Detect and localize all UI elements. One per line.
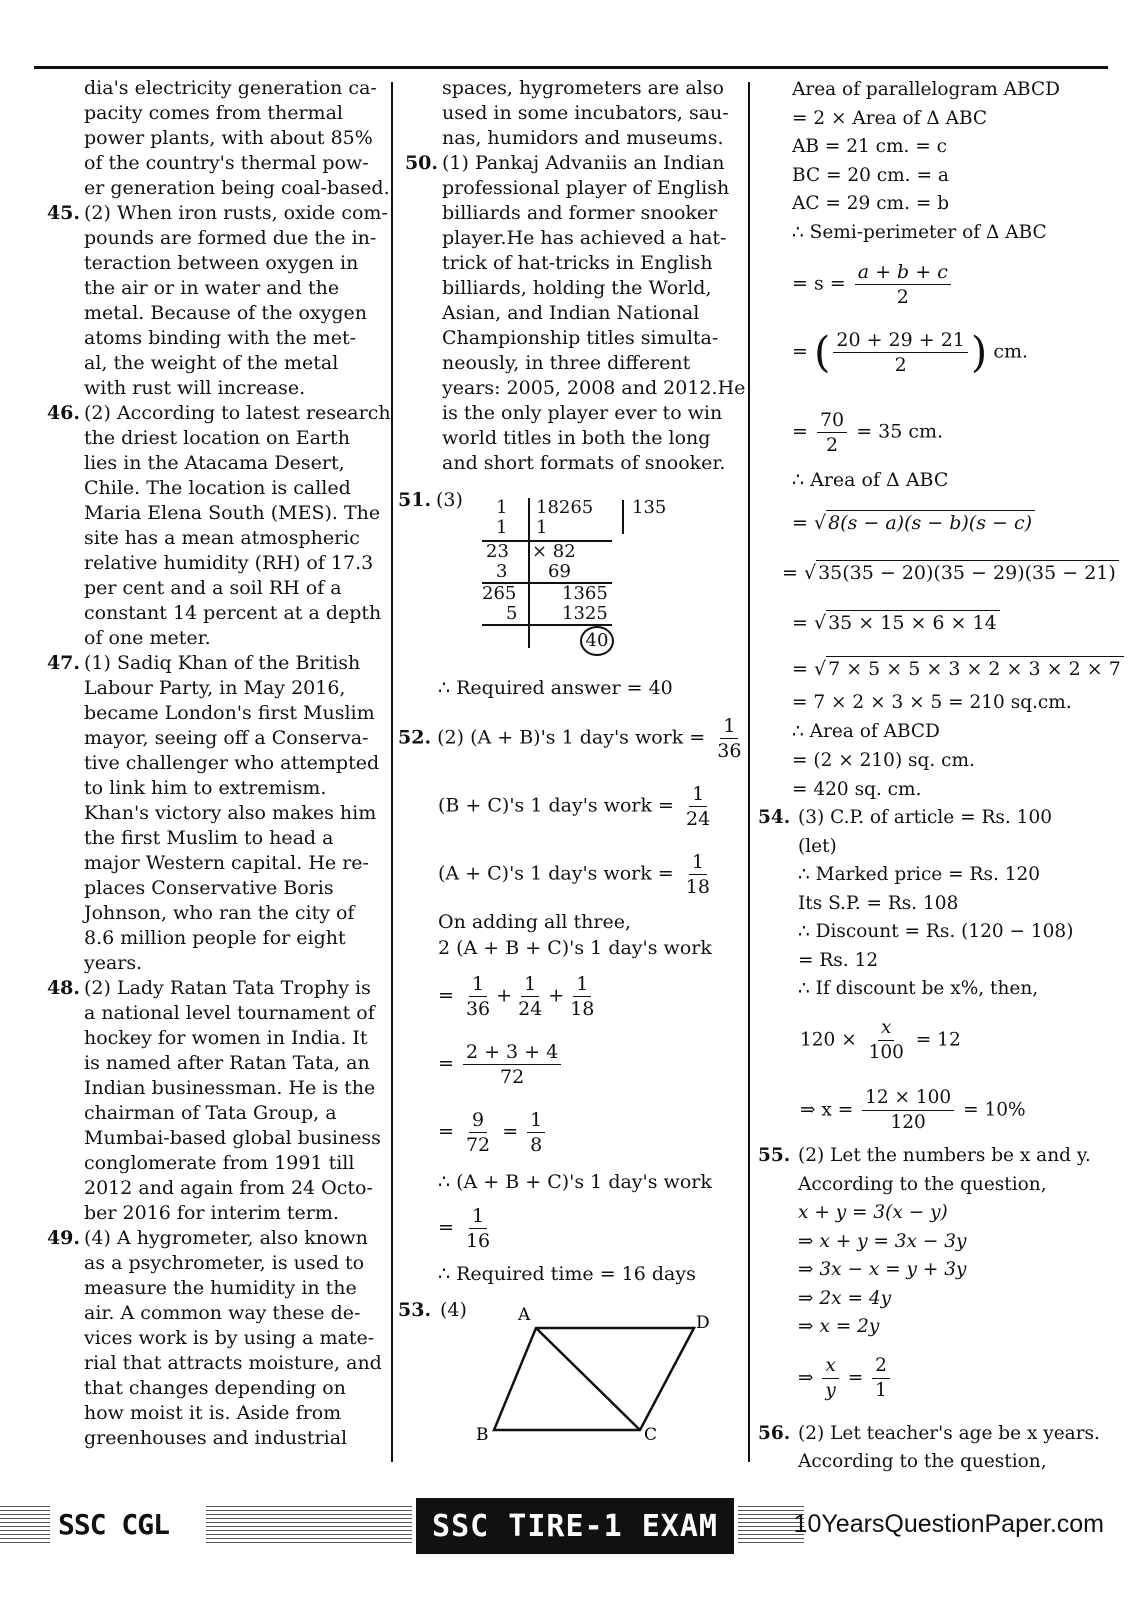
- equals-sign: =: [792, 658, 808, 680]
- division-digit: 18265: [536, 497, 594, 518]
- numerator: 2: [872, 1354, 890, 1379]
- text-line: = (2 × 210) sq. cm.: [792, 750, 975, 771]
- discount-equation: [800, 1016, 961, 1065]
- text-line: the driest location on Earth: [84, 427, 350, 449]
- text-line: = 2 × Area of Δ ABC: [792, 107, 988, 129]
- text-line: with rust will increase.: [84, 377, 306, 399]
- answer-circle: 40: [580, 626, 614, 656]
- text-line: player.He has achieved a hat-: [442, 227, 727, 249]
- equals-sign: =: [792, 420, 808, 443]
- text-line: world titles in both the long: [442, 427, 711, 449]
- root-expression: 35(35 − 20)(35 − 29)(35 − 21): [816, 560, 1119, 585]
- page-footer: [0, 1494, 1138, 1554]
- division-digit: 69: [548, 561, 571, 582]
- question-number: 53.: [398, 1299, 432, 1321]
- text-line: constant 14 percent at a depth: [84, 602, 382, 624]
- equals-sign: =: [782, 562, 798, 584]
- answer-47: [40, 651, 385, 976]
- text-line: conglomerate from 1991 till: [84, 1152, 355, 1174]
- option-label: (4): [440, 1299, 467, 1321]
- root-expression: 35 × 15 × 6 × 14: [826, 610, 1000, 635]
- vertex-label-b: B: [476, 1425, 489, 1445]
- equation-text: ⇒ x =: [800, 1099, 854, 1121]
- division-digit: 1: [496, 497, 508, 518]
- discount-result: [800, 1086, 1026, 1135]
- footer-stripes: [0, 1506, 50, 1546]
- plus-sign: +: [548, 984, 565, 1007]
- text-line: rial that attracts moisture, and: [84, 1352, 382, 1374]
- question-number: 52.: [398, 726, 432, 749]
- numerator: 1: [689, 782, 707, 807]
- text-line: ∴ Discount = Rs. (120 − 108): [798, 921, 1074, 942]
- text-line: relative humidity (RH) of 17.3: [84, 552, 374, 574]
- column-3: [758, 76, 1121, 1486]
- text-line: measure the humidity in the: [84, 1277, 357, 1299]
- fraction: [683, 850, 713, 899]
- text-line: Asian, and Indian National: [442, 302, 700, 324]
- text-line: per cent and a soil RH of a: [84, 577, 342, 599]
- fraction: [463, 972, 493, 1021]
- answer-51: [398, 488, 743, 699]
- text-line: how moist it is. Aside from: [84, 1402, 342, 1424]
- fraction: [463, 1204, 493, 1253]
- text-line: ∴ If discount be x%, then,: [798, 978, 1039, 999]
- fraction: [822, 1354, 838, 1403]
- numerator: 9: [469, 1108, 487, 1133]
- question-number: 49.: [46, 1227, 80, 1249]
- fraction: [463, 1108, 493, 1157]
- numerator: 1: [527, 1108, 545, 1133]
- text-line: tive challenger who attempted: [84, 752, 380, 774]
- parallelogram-abcd: [494, 1328, 694, 1430]
- question-number: 56.: [758, 1423, 791, 1444]
- text-line: site has a mean atmospheric: [84, 527, 360, 549]
- work-text: (B + C)'s 1 day's work =: [438, 794, 674, 817]
- work-text: (A + B)'s 1 day's work =: [470, 726, 706, 749]
- numerator: 2 + 3 + 4: [463, 1040, 561, 1065]
- equals-sign: =: [792, 512, 808, 534]
- column-divider: [391, 82, 393, 1462]
- q49-continuation: [398, 76, 743, 151]
- division-digit: × 82: [532, 541, 576, 562]
- text-line: = Rs. 12: [798, 949, 879, 971]
- division-digit: 5: [506, 603, 518, 624]
- result-text: = 35 cm.: [856, 420, 944, 443]
- sum-line: [438, 1040, 564, 1089]
- fraction: [872, 1354, 890, 1403]
- heron-line: = √ 35(35 − 20)(35 − 29)(35 − 21): [782, 560, 1119, 586]
- text-line: = 7 × 2 × 3 × 5 = 210 sq.cm.: [792, 692, 1072, 713]
- footer-exam-badge: SSC TIRE-1 EXAM: [416, 1498, 734, 1554]
- text-line: places Conservative Boris: [84, 877, 334, 899]
- fraction: [855, 260, 951, 309]
- question-number: 51.: [398, 489, 432, 511]
- sum-line: [438, 1108, 548, 1157]
- q53-working: [792, 76, 1060, 247]
- equals-sign: =: [438, 1052, 454, 1075]
- denominator: 2: [894, 354, 907, 376]
- numerator: 1: [469, 972, 487, 997]
- vertex-label-d: D: [696, 1313, 710, 1333]
- text-line: 2012 and again from 24 Octo-: [84, 1177, 373, 1199]
- denominator: 2: [826, 434, 839, 456]
- text-line: used in some incubators, sau-: [442, 102, 729, 124]
- fraction: [866, 1016, 907, 1065]
- text-line: ⇒ 3x − x = y + 3y: [798, 1259, 967, 1280]
- text-line: atoms binding with the met-: [84, 327, 357, 349]
- text-line: Chile. The location is called: [84, 477, 351, 499]
- fraction: [714, 714, 744, 763]
- denominator: 36: [465, 998, 491, 1020]
- text-line: air. A common way these de-: [84, 1302, 361, 1324]
- text-line: Indian businessman. He is the: [84, 1077, 376, 1099]
- ratio-line: [798, 1354, 893, 1403]
- numerator: 1: [689, 850, 707, 875]
- division-digit: 3: [496, 561, 508, 582]
- numerator: 1: [720, 714, 738, 739]
- text-line: of one meter.: [84, 627, 211, 649]
- equals-sign: =: [847, 1367, 864, 1389]
- question-number: 45.: [46, 202, 80, 224]
- text-line: power plants, with about 85%: [84, 127, 373, 149]
- numerator: 70: [817, 408, 847, 433]
- plus-sign: +: [496, 984, 513, 1007]
- work-text: On adding all three,: [438, 911, 632, 933]
- text-line: 8.6 million people for eight: [84, 927, 346, 949]
- fraction: [527, 1108, 545, 1157]
- equals-sign: =: [792, 340, 808, 363]
- answer-50: [398, 151, 746, 476]
- text-line: ∴ Marked price = Rs. 120: [798, 864, 1041, 885]
- denominator: 8: [530, 1134, 543, 1156]
- root-expression: 8(s − a)(s − b)(s − c): [826, 510, 1035, 535]
- division-digit: 1325: [562, 603, 608, 624]
- denominator: 24: [518, 998, 543, 1020]
- fraction: [567, 972, 597, 1021]
- heron-line: = √ 8(s − a)(s − b)(s − c): [792, 510, 1035, 536]
- result-line: ∴ Required answer = 40: [438, 677, 673, 699]
- denominator: 36: [717, 740, 742, 762]
- q44-continuation: [40, 76, 390, 201]
- text-line: is the only player ever to win: [442, 402, 723, 424]
- denominator: y: [825, 1380, 836, 1401]
- text-line: Maria Elena South (MES). The: [84, 502, 381, 524]
- question-number: 55.: [758, 1145, 791, 1166]
- denominator: 72: [465, 1134, 491, 1156]
- text-line: vices work is by using a mate-: [84, 1327, 375, 1349]
- top-rule: [34, 66, 1108, 69]
- equals-sign: =: [438, 1216, 454, 1239]
- text-line: nas, humidors and museums.: [442, 127, 724, 149]
- text-line: According to the question,: [798, 1451, 1047, 1472]
- division-line: [482, 624, 612, 626]
- text-line: (1) Sadiq Khan of the British: [84, 652, 361, 674]
- text-line: the first Muslim to head a: [84, 827, 334, 849]
- vertex-label-c: C: [644, 1425, 658, 1445]
- option-label: (2): [437, 726, 465, 749]
- text-line: (3) C.P. of article = Rs. 100: [798, 807, 1052, 828]
- text-line: of the country's thermal pow-: [84, 152, 369, 174]
- text-line: professional player of English: [442, 177, 730, 199]
- text-line: ∴ Area of ABCD: [792, 721, 940, 742]
- text-line: Johnson, who ran the city of: [84, 902, 355, 924]
- text-line: Mumbai-based global business: [84, 1127, 381, 1149]
- text-line: a national level tournament of: [84, 1002, 375, 1024]
- numerator: 1: [521, 972, 539, 997]
- text-line: became London's first Muslim: [84, 702, 375, 724]
- semi-perimeter-value: [792, 328, 1028, 377]
- text-line: (2) According to latest research: [84, 402, 391, 424]
- denominator: 1: [875, 1380, 887, 1401]
- text-line: AB = 21 cm. = c: [792, 136, 948, 157]
- text-line: years: 2005, 2008 and 2012.He: [442, 377, 746, 399]
- equals-sign: =: [438, 1120, 454, 1143]
- numerator: 1: [469, 1204, 487, 1229]
- fraction: [817, 408, 847, 457]
- text-line: Area of parallelogram ABCD: [792, 79, 1060, 100]
- division-line: [528, 498, 530, 648]
- division-line: [482, 540, 612, 542]
- text-line: and short formats of snooker.: [442, 452, 726, 474]
- column-1: [40, 76, 391, 1451]
- text-line: ⇒ x = 2y: [798, 1316, 880, 1337]
- text-block: [84, 76, 390, 201]
- fraction: [683, 782, 713, 831]
- denominator: 100: [868, 1042, 904, 1063]
- division-digit: 1: [496, 517, 508, 538]
- implies-sign: ⇒: [798, 1367, 814, 1389]
- text-line: to link him to extremism.: [84, 777, 327, 799]
- equals-sign: =: [502, 1120, 519, 1143]
- equation-text: = 10%: [963, 1099, 1026, 1121]
- text-line: Labour Party, in May 2016,: [84, 677, 346, 699]
- text-line: that changes depending on: [84, 1377, 346, 1399]
- text-line: (2) Let teacher's age be x years.: [798, 1423, 1100, 1444]
- text-line: trick of hat-tricks in English: [442, 252, 713, 274]
- numerator: x: [822, 1354, 838, 1379]
- semi-perimeter-result: [792, 408, 943, 457]
- division-digit: 265: [482, 583, 517, 604]
- text-line: pacity comes from thermal: [84, 102, 343, 124]
- answer-49: [40, 1226, 385, 1451]
- text-line: BC = 20 cm. = a: [792, 164, 949, 186]
- question-number: 50.: [404, 152, 438, 174]
- answer-53: [398, 1298, 743, 1468]
- equals-sign: =: [438, 984, 454, 1007]
- text-line: al, the weight of the metal: [84, 352, 339, 374]
- sum-line: [438, 1204, 496, 1253]
- semi-perimeter-formula: [792, 260, 954, 309]
- text-line: Khan's victory also makes him: [84, 802, 377, 824]
- question-number: 54.: [758, 807, 791, 828]
- division-line: [622, 500, 624, 534]
- footer-website: 10YearsQuestionPaper.com: [793, 1510, 1104, 1538]
- result-line: ∴ Required time = 16 days: [438, 1263, 696, 1285]
- work-line: [438, 782, 716, 831]
- text-line: teraction between oxygen in: [84, 252, 359, 274]
- question-number: 47.: [46, 652, 80, 674]
- text-line: ber 2016 for interim term.: [84, 1202, 339, 1224]
- equation-text: 120 ×: [800, 1029, 857, 1051]
- work-line: [398, 714, 747, 763]
- text-line: ∴ Area of Δ ABC: [792, 469, 949, 491]
- column-2: [398, 76, 746, 1476]
- answer-46: [40, 401, 391, 651]
- answer-48: [40, 976, 385, 1226]
- sum-line: [438, 972, 600, 1021]
- work-text: ∴ (A + B + C)'s 1 day's work: [438, 1171, 712, 1193]
- text-line: neously, in three different: [442, 352, 691, 374]
- text-line: (4) A hygrometer, also known: [84, 1227, 368, 1249]
- denominator: 24: [686, 808, 711, 830]
- equation-text: = 12: [915, 1029, 961, 1051]
- text-line: x + y = 3(x − y): [798, 1202, 948, 1223]
- text-line: billiards, holding the World,: [442, 277, 712, 299]
- text-line: = 420 sq. cm.: [792, 779, 922, 800]
- denominator: 18: [570, 998, 595, 1020]
- text-line: (2) Lady Ratan Tata Trophy is: [84, 977, 371, 999]
- text-line: Championship titles simulta-: [442, 327, 719, 349]
- division-digit: 135: [632, 497, 667, 518]
- text-line: greenhouses and industrial: [84, 1427, 348, 1449]
- text-line: mayor, seeing off a Conserva-: [84, 727, 369, 749]
- text-line: as a psychrometer, is used to: [84, 1252, 365, 1274]
- footer-exam-name: SSC CGL: [58, 1508, 170, 1541]
- question-number: 48.: [46, 977, 80, 999]
- answer-45: [40, 201, 388, 401]
- numerator: x: [878, 1016, 894, 1041]
- text-line: is named after Ratan Tata, an: [84, 1052, 370, 1074]
- fraction: [833, 328, 968, 377]
- paren-icon: ): [970, 327, 988, 377]
- paren-icon: (: [813, 327, 831, 377]
- denominator: 120: [890, 1112, 926, 1133]
- text-line: AC = 29 cm. = b: [792, 193, 950, 214]
- text-line: Its S.P. = Rs. 108: [798, 892, 959, 914]
- column-divider: [748, 82, 750, 1462]
- numerator: 20 + 29 + 21: [833, 328, 968, 353]
- fraction: [862, 1086, 954, 1135]
- denominator: 72: [500, 1066, 525, 1088]
- diagonal-ac: [536, 1328, 640, 1430]
- denominator: 2: [896, 286, 909, 308]
- text-line: lies in the Atacama Desert,: [84, 452, 345, 474]
- division-digit: 1365: [562, 583, 608, 604]
- footer-stripes: [206, 1506, 412, 1546]
- text-line: spaces, hygrometers are also: [442, 77, 724, 99]
- text-line: (2) Let the numbers be x and y.: [798, 1145, 1091, 1166]
- division-line: [482, 582, 612, 584]
- division-digit: 23: [486, 541, 509, 562]
- text-line: billiards and former snooker: [442, 202, 718, 224]
- text-line: major Western capital. He re-: [84, 852, 369, 874]
- text-line: (2) When iron rusts, oxide com-: [84, 202, 388, 224]
- equals-text: = s =: [792, 272, 846, 295]
- fraction: [515, 972, 545, 1021]
- text-line: hockey for women in India. It: [84, 1027, 368, 1049]
- work-text: (A + C)'s 1 day's work =: [438, 862, 674, 885]
- text-line: dia's electricity generation ca-: [84, 77, 377, 99]
- fraction: [463, 1040, 561, 1089]
- text-line: chairman of Tata Group, a: [84, 1102, 337, 1124]
- text-line: ⇒ 2x = 4y: [798, 1287, 892, 1309]
- equals-sign: =: [792, 612, 808, 634]
- text-line: ∴ Semi-perimeter of Δ ABC: [792, 221, 1047, 243]
- q53-tail: [792, 688, 1072, 804]
- numerator: 1: [573, 972, 591, 997]
- denominator: 18: [685, 876, 710, 898]
- unit-text: cm.: [993, 340, 1029, 363]
- text-line: the air or in water and the: [84, 277, 340, 299]
- text-line: er generation being coal-based.: [84, 177, 390, 199]
- text-line: (1) Pankaj Advaniis an Indian: [442, 152, 725, 174]
- text-line: pounds are formed due the in-: [84, 227, 377, 249]
- heron-line: = √ 35 × 15 × 6 × 14: [792, 610, 1000, 636]
- text-line: (let): [798, 835, 837, 857]
- denominator: 16: [465, 1230, 491, 1252]
- answer-52: [398, 714, 743, 1284]
- work-text: 2 (A + B + C)'s 1 day's work: [438, 937, 712, 959]
- division-digit: 1: [536, 517, 548, 538]
- vertex-label-a: A: [518, 1305, 531, 1325]
- parallelogram-figure: [474, 1298, 724, 1448]
- root-expression: 7 × 5 × 5 × 3 × 2 × 3 × 2 × 7: [826, 656, 1124, 681]
- heron-line: = √ 7 × 5 × 5 × 3 × 2 × 3 × 2 × 7: [792, 656, 1124, 682]
- question-number: 46.: [46, 402, 80, 424]
- text-line: According to the question,: [798, 1173, 1047, 1195]
- numerator: 12 × 100: [862, 1086, 954, 1111]
- text-line: ⇒ x + y = 3x − 3y: [798, 1230, 967, 1252]
- text-line: metal. Because of the oxygen: [84, 302, 368, 324]
- long-division: [482, 497, 682, 651]
- numerator: a + b + c: [855, 260, 951, 285]
- option-label: (3): [436, 489, 463, 511]
- work-line: [438, 850, 716, 899]
- text-line: years.: [84, 952, 143, 974]
